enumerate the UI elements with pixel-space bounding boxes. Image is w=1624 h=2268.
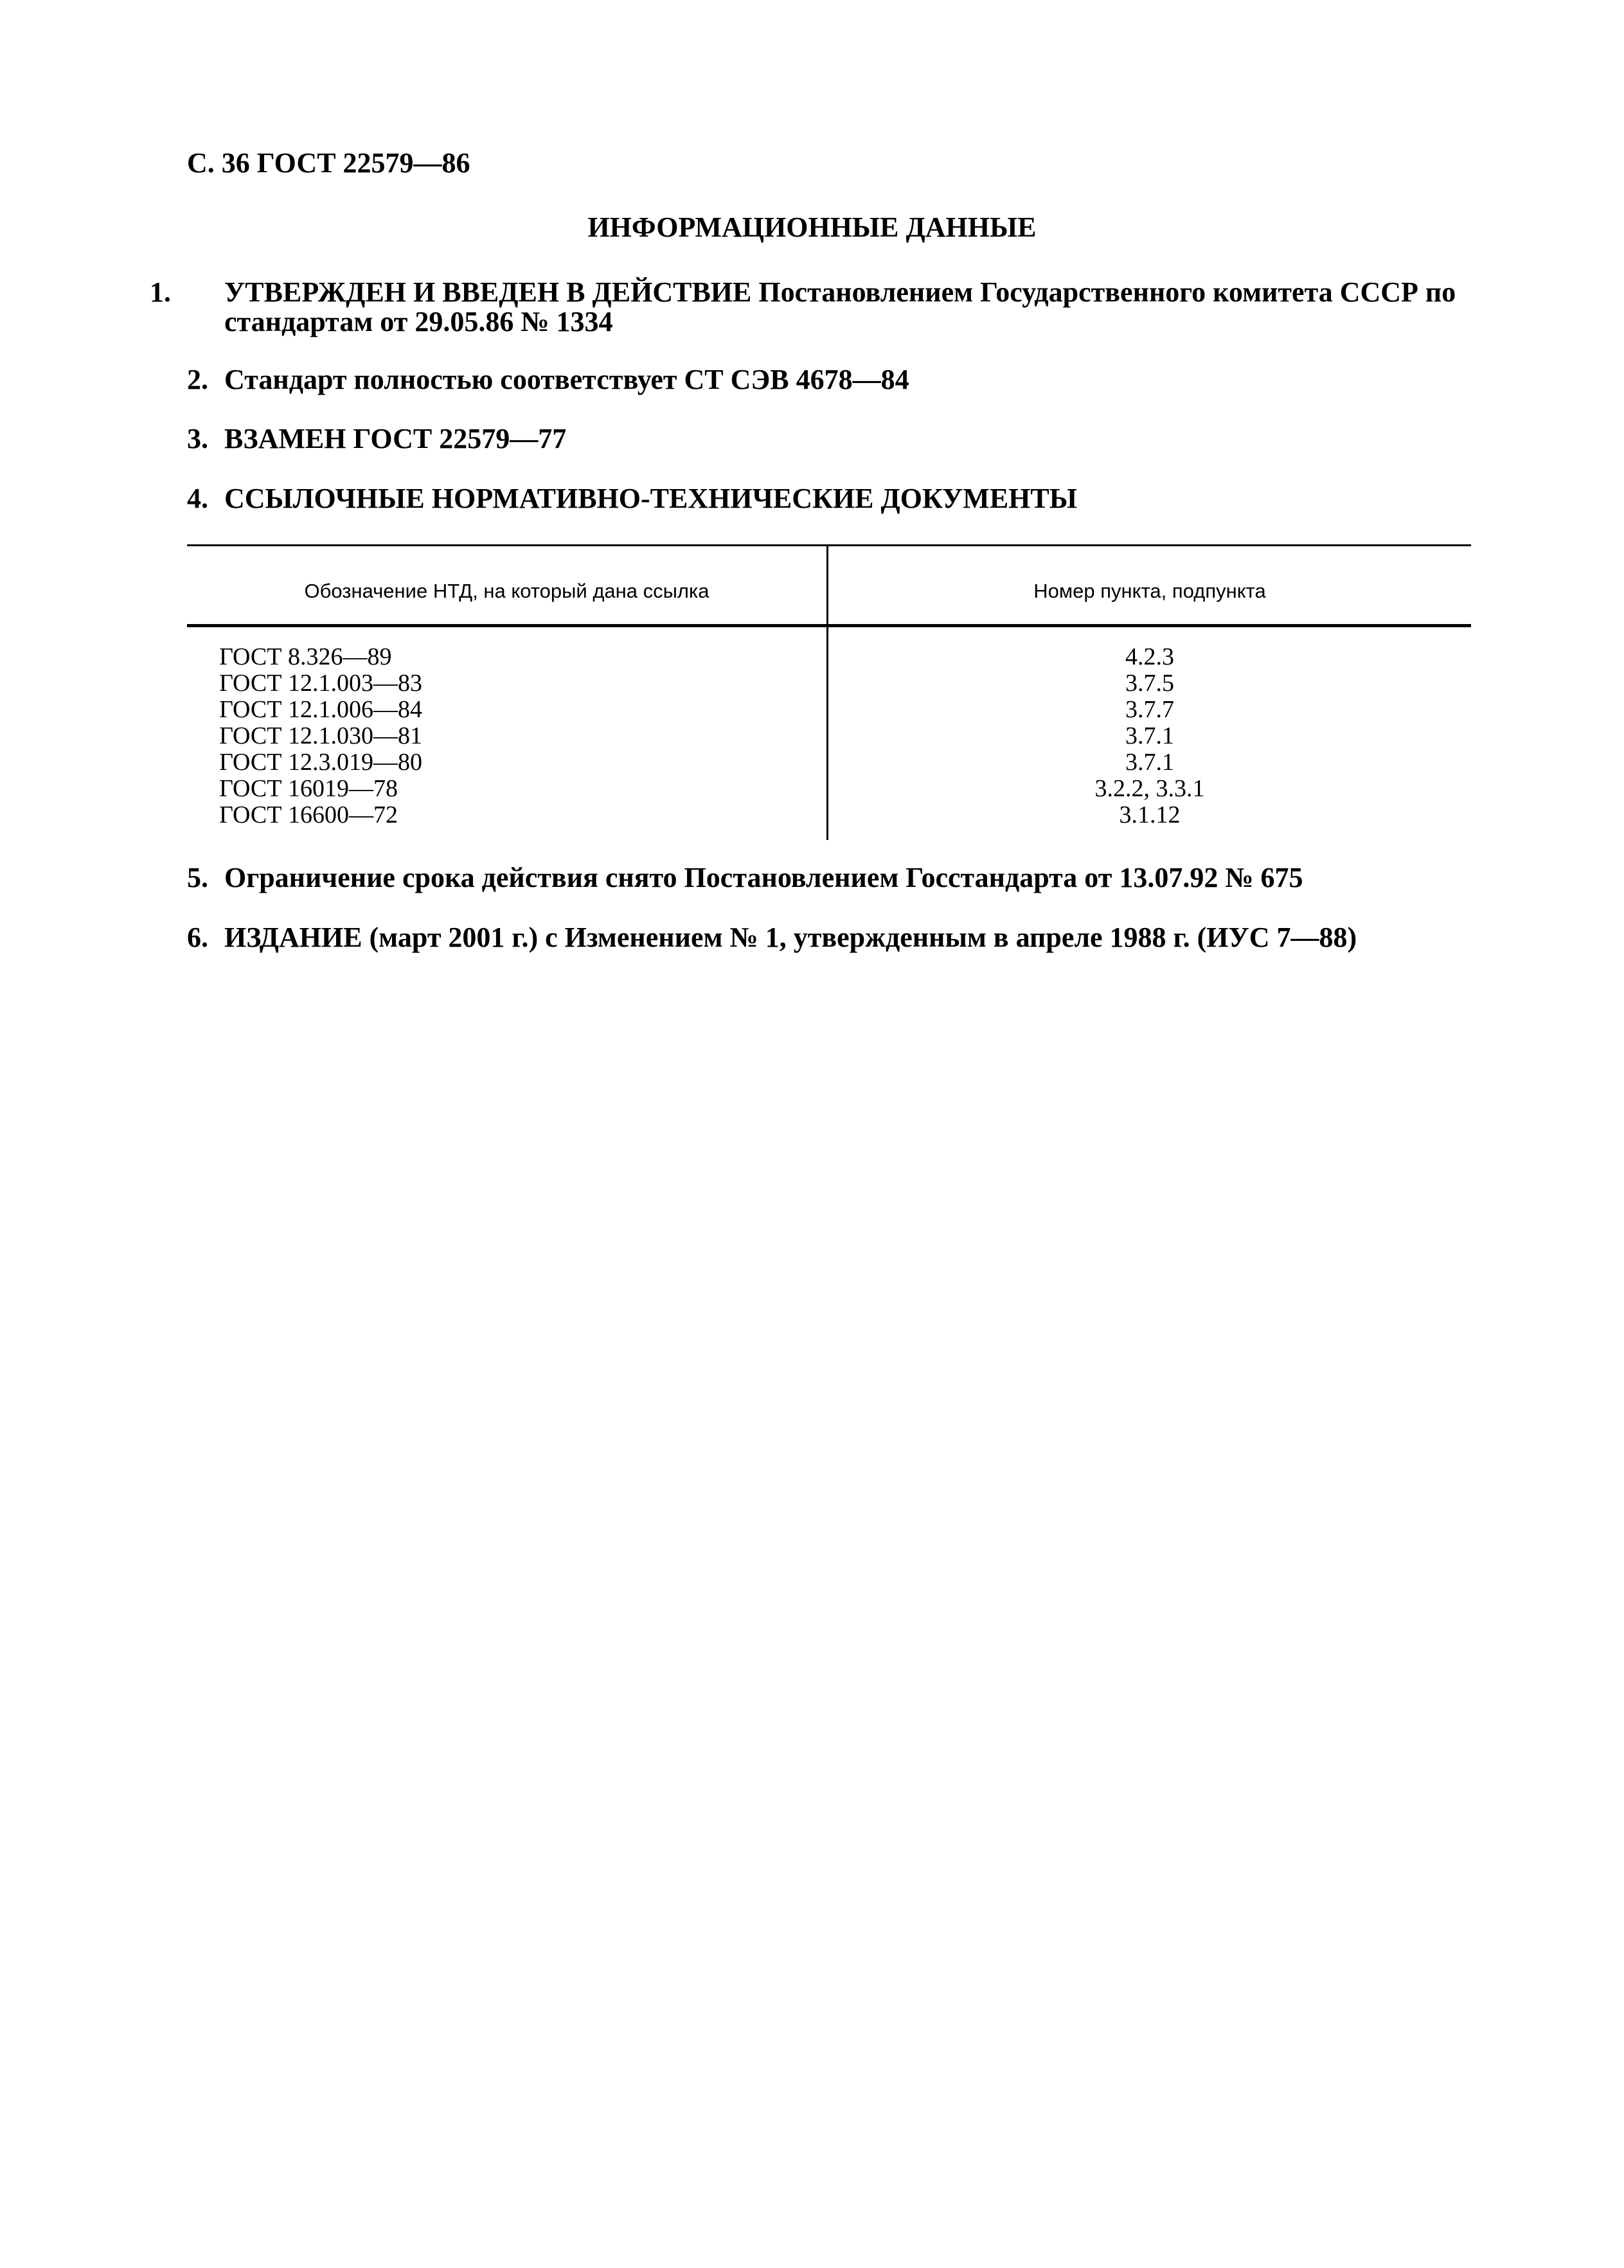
- section-text: Постановлением Государственного комитета СССР по стандартам от 29.05.86 № 1334: [224, 276, 1456, 337]
- section-text: ИЗДАНИЕ (март 2001 г.) с Изменением № 1, утвержденным в апреле 1988 г. (ИУС 7—88): [224, 922, 1357, 953]
- table-top-rule: [187, 544, 1471, 546]
- section-number: 2.: [187, 364, 208, 395]
- section-3: [187, 424, 566, 454]
- section-4: [187, 484, 1077, 513]
- section-number: 5.: [187, 862, 208, 893]
- section-number: 1.: [150, 276, 171, 308]
- table-cell-document: ГОСТ 8.326—89: [219, 643, 392, 670]
- section-number: 3.: [187, 423, 208, 454]
- section-1: [150, 276, 1516, 337]
- table-cell-clause: 4.2.3: [1125, 643, 1174, 670]
- reference-documents-table: [187, 544, 1471, 840]
- document-column: [219, 644, 422, 828]
- table-cell-document: ГОСТ 12.1.003—83: [219, 670, 422, 697]
- section-2: [187, 365, 909, 395]
- section-6: [187, 923, 1357, 952]
- table-cell-clause: 3.2.2, 3.3.1: [1094, 775, 1205, 802]
- section-text: Ограничение срока действия снято Постановлением Госстандарта от 13.07.92 № 675: [224, 862, 1303, 893]
- column-header-clause: Номер пункта, подпункта: [1033, 580, 1266, 602]
- table-header-rule: [187, 624, 1471, 627]
- table-cell-document: ГОСТ 12.3.019—80: [219, 749, 422, 776]
- section-5: [187, 863, 1303, 893]
- clause-column: [828, 644, 1471, 828]
- table-cell-clause: 3.7.7: [1125, 696, 1174, 723]
- column-header-document: Обозначение НТД, на который дана ссылка: [304, 580, 709, 602]
- section-lead: УТВЕРЖДЕН И ВВЕДЕН В ДЕЙСТВИЕ: [224, 276, 752, 308]
- table-cell-document: ГОСТ 12.1.006—84: [219, 696, 422, 723]
- table-cell-clause: 3.7.1: [1125, 749, 1174, 776]
- page-header: С. 36 ГОСТ 22579—86: [187, 147, 470, 179]
- section-text: ВЗАМЕН ГОСТ 22579—77: [224, 423, 567, 454]
- table-cell-clause: 3.7.5: [1125, 670, 1174, 697]
- section-text: Стандарт полностью соответствует СТ СЭВ 4678—84: [224, 364, 909, 395]
- table-cell-clause: 3.7.1: [1125, 722, 1174, 749]
- table-cell-document: ГОСТ 12.1.030—81: [219, 722, 422, 749]
- table-cell-document: ГОСТ 16600—72: [219, 801, 398, 828]
- section-number: 4.: [187, 483, 208, 514]
- page-title: ИНФОРМАЦИОННЫЕ ДАННЫЕ: [587, 211, 1037, 243]
- table-cell-document: ГОСТ 16019—78: [219, 775, 398, 802]
- table-cell-clause: 3.1.12: [1119, 801, 1181, 828]
- section-text: ССЫЛОЧНЫЕ НОРМАТИВНО-ТЕХНИЧЕСКИЕ ДОКУМЕНТЫ: [224, 483, 1077, 514]
- section-number: 6.: [187, 922, 208, 953]
